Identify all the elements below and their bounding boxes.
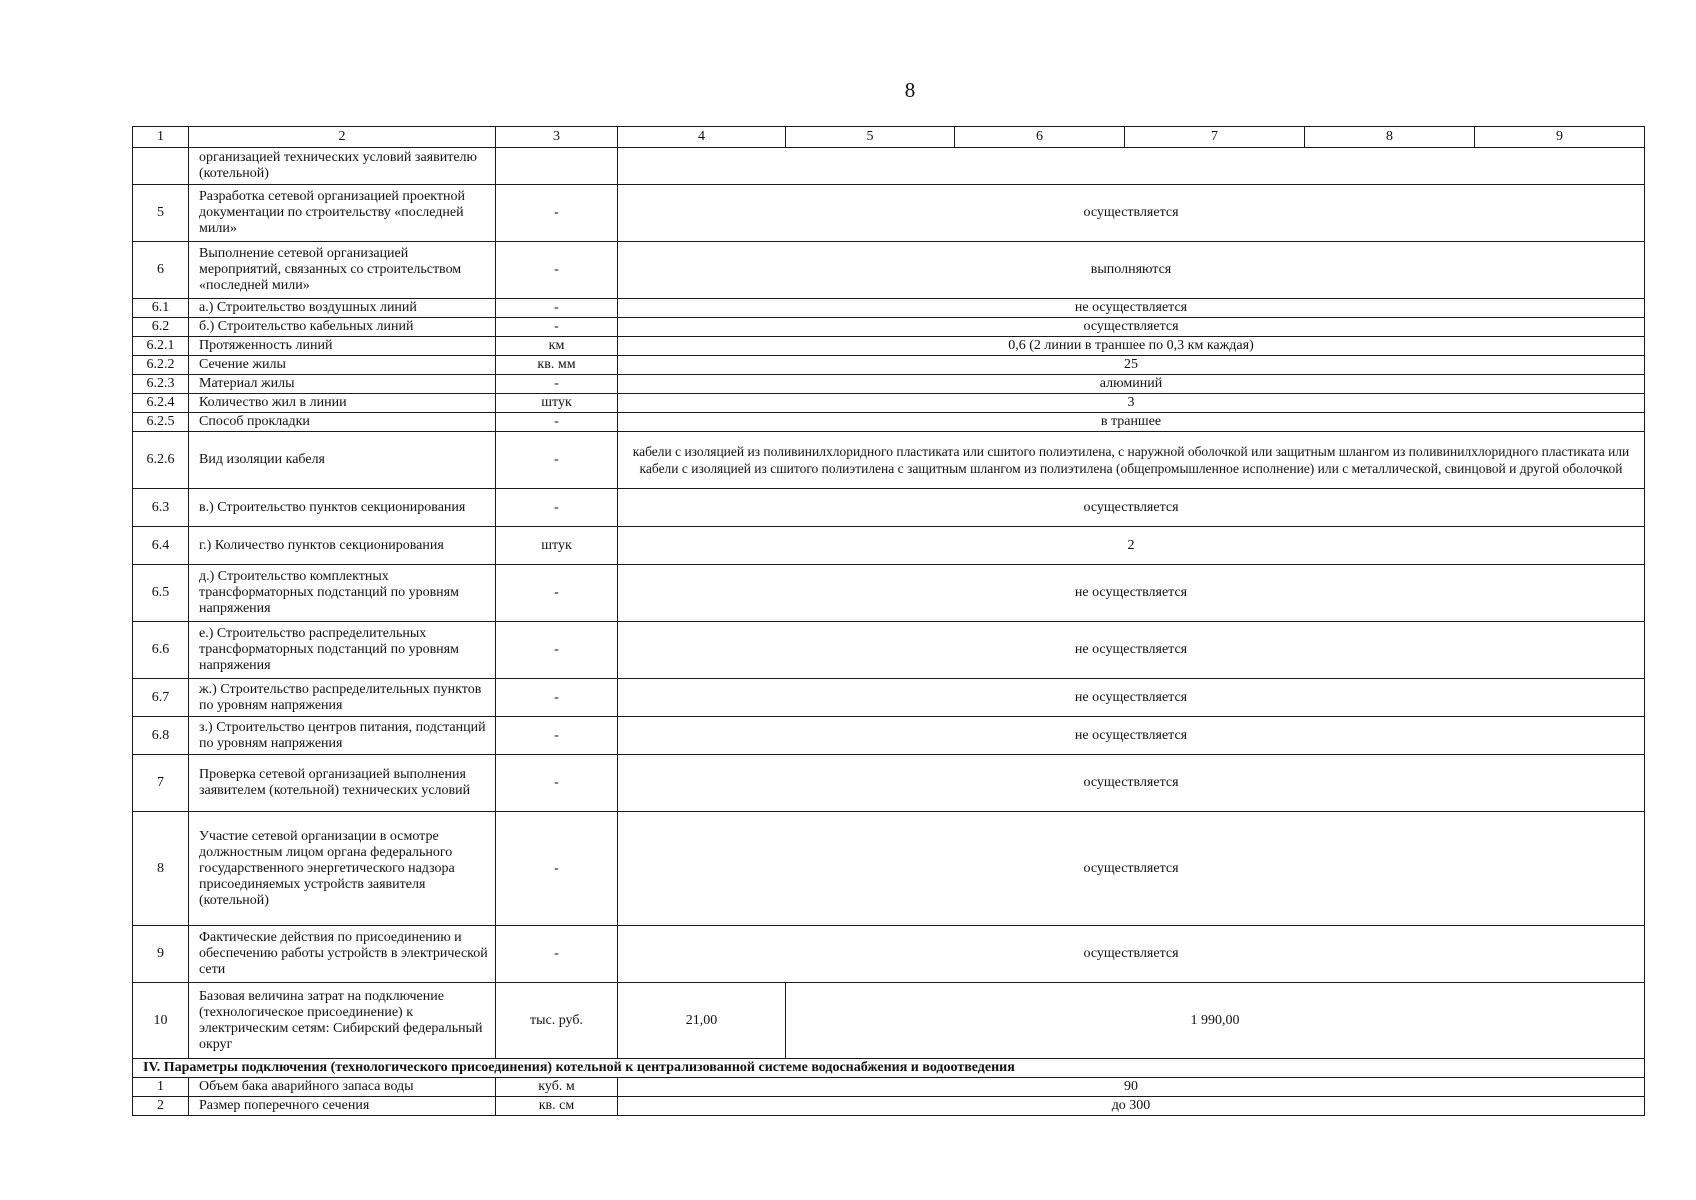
table-row [133,318,1645,337]
row-unit: - [496,489,618,527]
row-value: выполняются [618,242,1645,299]
row-unit: - [496,299,618,318]
row-number: 6.2.1 [133,337,189,356]
row-unit: - [496,432,618,489]
table-row [133,432,1645,489]
row-name: Сечение жилы [189,356,496,375]
row-value: осуществляется [618,318,1645,337]
table-row [133,337,1645,356]
row-name: Проверка сетевой организацией выполнения заявителем (котельной) технических условий [189,755,496,812]
row-value: 25 [618,356,1645,375]
header-cell: 3 [496,127,618,148]
row-number: 6.5 [133,565,189,622]
table-row [133,812,1645,926]
row-name: Участие сетевой организации в осмотре должностным лицом органа федерального государственного энергетического надзора присоединяемых устройств заявителя (котельной) [189,812,496,926]
header-row [133,127,1645,148]
row-value: осуществляется [618,489,1645,527]
header-cell: 1 [133,127,189,148]
row-name: в.) Строительство пунктов секционирования [189,489,496,527]
table-row [133,755,1645,812]
table-row [133,185,1645,242]
row-unit: - [496,679,618,717]
document-table-wrapper [132,126,1644,1116]
table-row [133,375,1645,394]
table-row [133,622,1645,679]
table-row [133,148,1645,185]
row-value: осуществляется [618,926,1645,983]
row-unit: км [496,337,618,356]
table-row [133,926,1645,983]
row-name: з.) Строительство центров питания, подстанций по уровням напряжения [189,717,496,755]
row-value: осуществляется [618,755,1645,812]
row-name: Размер поперечного сечения [189,1097,496,1116]
row-name: Количество жил в линии [189,394,496,413]
row-number: 6.2.3 [133,375,189,394]
row-value: 0,6 (2 линии в траншее по 0,3 км каждая) [618,337,1645,356]
row-name: а.) Строительство воздушных линий [189,299,496,318]
row-unit: - [496,185,618,242]
row-name: организацией технических условий заявителю (котельной) [189,148,496,185]
row-number: 6 [133,242,189,299]
header-cell: 2 [189,127,496,148]
row-value: не осуществляется [618,679,1645,717]
row-value: 90 [618,1078,1645,1097]
header-cell: 4 [618,127,786,148]
row-unit: - [496,565,618,622]
row-name: ж.) Строительство распределительных пунктов по уровням напряжения [189,679,496,717]
section-iv-heading-row [133,1059,1645,1078]
row-number: 6.6 [133,622,189,679]
row-number: 6.2.6 [133,432,189,489]
table-row [133,679,1645,717]
row-number: 7 [133,755,189,812]
row-unit: - [496,717,618,755]
row-unit: - [496,318,618,337]
row-unit: - [496,812,618,926]
row-unit: куб. м [496,1078,618,1097]
row-value: 2 [618,527,1645,565]
header-cell: 9 [1475,127,1645,148]
row-number: 6.1 [133,299,189,318]
row-number: 2 [133,1097,189,1116]
row-number: 10 [133,983,189,1059]
row-name: д.) Строительство комплектных трансформаторных подстанций по уровням напряжения [189,565,496,622]
row-number: 5 [133,185,189,242]
row-unit: - [496,413,618,432]
table-row [133,565,1645,622]
row-unit: штук [496,527,618,565]
parameters-table [132,126,1645,1116]
row-number: 6.4 [133,527,189,565]
row-unit: кв. мм [496,356,618,375]
row-name: Способ прокладки [189,413,496,432]
row-value: осуществляется [618,812,1645,926]
row-number: 1 [133,1078,189,1097]
header-cell: 7 [1125,127,1305,148]
row-unit: - [496,375,618,394]
table-row [133,413,1645,432]
row-unit: кв. см [496,1097,618,1116]
table-row-base-cost [133,983,1645,1059]
row-value: осуществляется [618,185,1645,242]
page-number: 8 [904,78,916,102]
row-number: 6.2.5 [133,413,189,432]
row-number: 6.8 [133,717,189,755]
row-unit: - [496,622,618,679]
row-number: 6.2.4 [133,394,189,413]
row-value-rest: 1 990,00 [786,983,1645,1059]
row-unit: тыс. руб. [496,983,618,1059]
table-row [133,527,1645,565]
row-value: до 300 [618,1097,1645,1116]
section-iv-title: IV. Параметры подключения (технологического присоединения) котельной к централизованной системе водоснабжения и водоотведения [133,1059,1645,1078]
row-value: не осуществляется [618,717,1645,755]
row-unit: - [496,242,618,299]
row-value: не осуществляется [618,565,1645,622]
header-cell: 8 [1305,127,1475,148]
row-name: б.) Строительство кабельных линий [189,318,496,337]
row-name: г.) Количество пунктов секционирования [189,527,496,565]
table-row [133,299,1645,318]
row-number: 6.7 [133,679,189,717]
row-number: 6.2 [133,318,189,337]
table-row [133,394,1645,413]
table-row [133,489,1645,527]
table-row [133,717,1645,755]
row-name: Базовая величина затрат на подключение (технологическое присоединение) к электрическим сетям: Сибирский федеральный округ [189,983,496,1059]
row-name: Разработка сетевой организацией проектной документации по строительству «последней мили» [189,185,496,242]
row-value: в траншее [618,413,1645,432]
row-unit [496,148,618,185]
row-name: Выполнение сетевой организацией мероприятий, связанных со строительством «последней мили» [189,242,496,299]
row-name: Материал жилы [189,375,496,394]
row-value [618,148,1645,185]
table-row [133,242,1645,299]
row-name: е.) Строительство распределительных трансформаторных подстанций по уровням напряжения [189,622,496,679]
row-name: Объем бака аварийного запаса воды [189,1078,496,1097]
row-value: алюминий [618,375,1645,394]
table-row [133,356,1645,375]
row-value: не осуществляется [618,622,1645,679]
row-value: кабели с изоляцией из поливинилхлоридного пластиката или сшитого полиэтилена, с наружной оболочкой или защитным шлангом из поливинилхлоридного пластиката или кабели с изоляцией из сшитого полиэтилена с защитным шлангом из полиэтилена (общепромышленное исполнение) или с металлической, свинцовой и другой оболочкой [618,432,1645,489]
table-row [133,1097,1645,1116]
row-value: 3 [618,394,1645,413]
row-name: Протяженность линий [189,337,496,356]
row-unit: - [496,926,618,983]
row-name: Фактические действия по присоединению и обеспечению работы устройств в электрической сети [189,926,496,983]
row-number: 6.3 [133,489,189,527]
row-number [133,148,189,185]
row-value-col4: 21,00 [618,983,786,1059]
header-cell: 5 [786,127,955,148]
row-unit: - [496,755,618,812]
row-number: 6.2.2 [133,356,189,375]
row-unit: штук [496,394,618,413]
row-number: 8 [133,812,189,926]
table-row [133,1078,1645,1097]
row-number: 9 [133,926,189,983]
row-name: Вид изоляции кабеля [189,432,496,489]
row-value: не осуществляется [618,299,1645,318]
header-cell: 6 [955,127,1125,148]
